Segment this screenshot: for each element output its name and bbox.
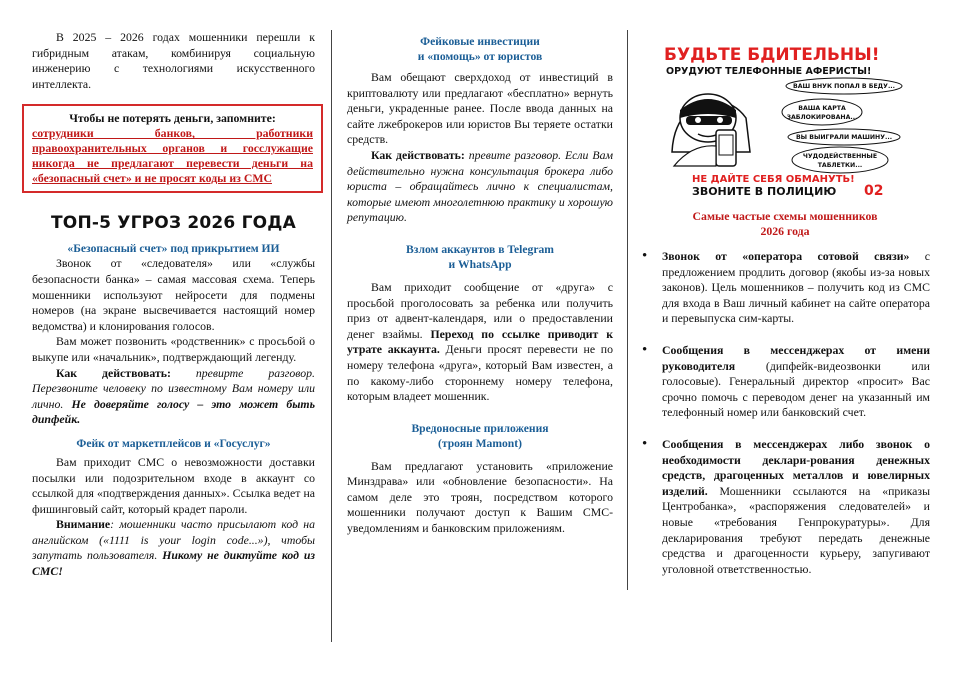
section-heading-investments xyxy=(347,34,613,64)
common-schemes-heading xyxy=(640,209,930,239)
investments-advice-text: превите разговор. Если Вам действительно нужна консультация брокера либо юриста – обращайтесь лично к специалистам, которые имеют многолетнюю практику и хорошую репутацию. xyxy=(347,147,613,225)
hijack-heading-line-1: Взлом аккаунтов в Telegram xyxy=(406,242,554,256)
safe-account-advice xyxy=(32,366,315,428)
scheme-2-title: Сообщения в мессенджерах от имени руководителя xyxy=(662,342,930,373)
malware-paragraph: Вам предлагают установить «приложение Минздрава» или «обновление безопасности». На самом деле это троян, посредством которого мошенники получают доступ к Вашим СМС-уведомлениям и банковским приложениям. xyxy=(347,458,613,536)
investments-paragraph: Вам обещают сверхдоход от инвестиций в криптовалюту или предлагают «бесплатно» вернуть деньги, украденные ранее. После ввода данных на сайте лжеброкеров или юристов Вы теряете остатки средств. xyxy=(347,70,613,147)
hijack-text-2: Деньги просят перевести не по номеру телефона «друга», который Вам известен, а по какому-либо стороннему номеру телефона, которым владеет мошенник. xyxy=(347,342,613,404)
bubble-grandson: ВАШ ВНУК ПОПАЛ В БЕДУ... xyxy=(792,83,896,90)
investments-advice-label: Как действовать: xyxy=(371,147,465,162)
poster-illustration xyxy=(662,40,910,197)
malware-heading-line-1: Вредоносные приложения xyxy=(411,421,549,435)
safe-account-paragraph-2: Вам может позвонить «родственник» с просьбой о выкупе или «начальник», подтверждающий легенду. xyxy=(32,334,315,364)
hijack-emphasis: Переход по ссылке приводит к утрате аккаунта. xyxy=(347,326,613,357)
column-right xyxy=(640,30,930,593)
malware-heading-line-2: (троян Mamont) xyxy=(438,436,522,450)
column-left xyxy=(32,30,315,580)
attention-emphasis: Никому не диктуйте код из СМС! xyxy=(32,548,315,579)
attention-text: : мошенники часто присылают код на английском («1111 is your login code...»), чтобы запутать пользователя. xyxy=(32,517,315,563)
advice-label: Как действовать: xyxy=(56,365,171,380)
marketplace-attention xyxy=(32,517,315,579)
section-heading-account-hijack xyxy=(347,242,613,272)
investments-heading-line-2: и «помощь» от юристов xyxy=(417,50,543,63)
poster-title: БУДЬТЕ БДИТЕЛЬНЫ! xyxy=(664,45,880,65)
advice-emphasis: Не доверяйте голосу – это может быть дипфейк. xyxy=(32,396,315,427)
hijack-text-1: Вам приходит сообщение от «друга» с просьбой проголосовать за ребенка или получить приз от адвент-календаря, или о предоставлении денег взаймы. xyxy=(347,279,613,341)
scheme-1-title: Звонок от «оператора сотовой связи» xyxy=(662,249,910,263)
bubble-card-line-2: ЗАБЛОКИРОВАНА... xyxy=(786,114,858,121)
poster-footer-1: НЕ ДАЙТЕ СЕБЯ ОБМАНУТЬ! xyxy=(692,174,855,185)
poster-subtitle: ОРУДУЮТ ТЕЛЕФОННЫЕ АФЕРИСТЫ! xyxy=(666,66,872,77)
intro-paragraph: В 2025 – 2026 годах мошенники перешли к гибридным атакам, комбинируя социальную инженерию с технологиями искусственного интеллекта. xyxy=(32,30,315,91)
bubble-pills-line-1: ЧУДОДЕЙСТВЕННЫЕ xyxy=(802,153,878,160)
bubble-card-line-1: ВАША КАРТА xyxy=(798,105,846,112)
warning-box xyxy=(22,104,323,193)
warning-body: сотрудники банков, работники правоохранительных органов и госслужащие никогда не предлагают перевести деньги на «безопасный счет» и не просят коды из СМС xyxy=(32,126,313,186)
scheme-1-text: с предложением продлить договор (якобы из-за новых законов). Цель мошенников – получить код из СМС для входа в Ваш личный кабинет на сайте оператора и перевыпуска сим-карты. xyxy=(662,249,930,326)
safe-account-paragraph-1: Звонок от «следователя» или «службы безопасности банка» – самая массовая схема. Теперь мошенники используют нейросети для подмены номеров (на экране высвечивается настоящий номер ведомства) и клонирования голосов. xyxy=(32,256,315,333)
investments-heading-line-1: Фейковые инвестиции xyxy=(420,35,540,48)
column-middle xyxy=(347,34,613,537)
warning-poster xyxy=(662,40,910,197)
hijack-heading-line-2: и WhatsApp xyxy=(448,257,512,271)
column-divider-2 xyxy=(627,30,628,590)
schemes-list xyxy=(640,249,930,577)
list-item xyxy=(662,437,930,577)
top-threats-title: ТОП-5 УГРОЗ 2026 ГОДА xyxy=(51,213,296,234)
bubble-pills-line-2: ТАБЛЕТКИ... xyxy=(817,162,863,169)
scheme-3-title: Сообщения в мессенджерах либо звонок о необходимости деклари-рования денежных средств, драгоценных металлов и ювелирных изделий. xyxy=(662,436,930,498)
advice-text: превирте разговор. Перезвоните человеку по известному Вам номеру или лично. xyxy=(32,365,315,411)
section-heading-marketplace: Фейк от маркетплейсов и «Госуслуг» xyxy=(76,436,271,450)
attention-label: Внимание xyxy=(56,517,111,532)
marketplace-paragraph: Вам приходит СМС о невозможности доставки посылки или подозрительном входе в аккаунт со ссылкой для «подтверждения данных». Ссылка ведет на фишинговый сайт, который крадет пароли. xyxy=(32,454,315,516)
list-item xyxy=(662,343,930,421)
list-item xyxy=(662,249,930,327)
poster-footer-2: ЗВОНИТЕ В ПОЛИЦИЮ xyxy=(692,185,837,197)
scheme-3-text: Мошенники ссылаются на «приказы Центробанка», «распоряжения следователей» и новые «требования Генпрокуратуры». Для декларирования требуют передать денежные средства и драгоценности курьеру, запугивают уголовной ответственностью. xyxy=(662,483,930,576)
poster-footer-number: 02 xyxy=(864,183,884,197)
hijack-paragraph xyxy=(347,280,613,405)
warning-title: Чтобы не потерять деньги, запомните: xyxy=(69,111,276,126)
common-schemes-heading-line-2: 2026 года xyxy=(760,224,810,238)
scheme-2-text: (дипфейк-видеозвонки или голосовые). Генеральный директор «просит» Вас срочно помочь с переводом денег на указанный им телефонный номер или банковский счет. xyxy=(662,358,930,420)
common-schemes-heading-line-1: Самые частые схемы мошенников xyxy=(692,209,878,223)
investments-advice xyxy=(347,148,613,226)
column-divider-1 xyxy=(331,30,332,642)
section-heading-safe-account: «Безопасный счет» под прикрытием ИИ xyxy=(67,242,280,256)
section-heading-malware xyxy=(347,421,613,451)
bubble-car: ВЫ ВЫИГРАЛИ МАШИНУ... xyxy=(795,134,893,141)
